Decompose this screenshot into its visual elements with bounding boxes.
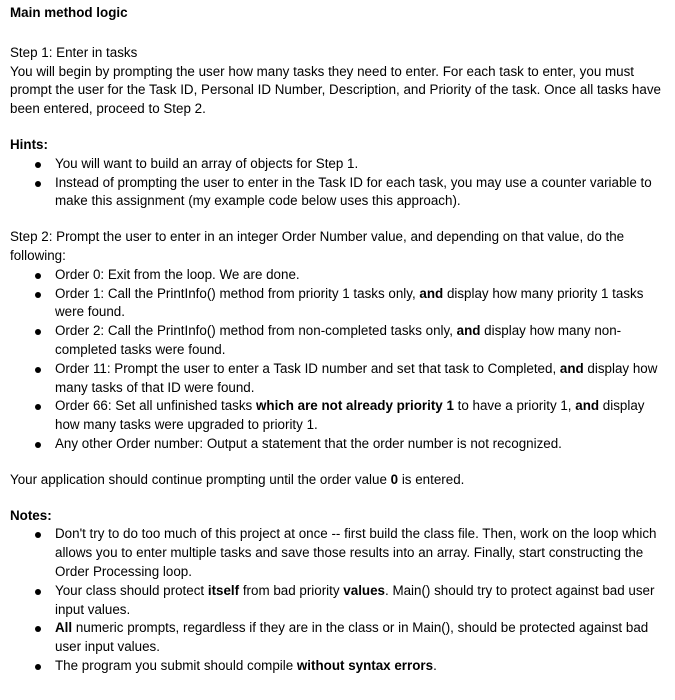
bullet-icon <box>35 162 41 168</box>
hints-heading: Hints: <box>10 136 48 152</box>
list-item: Order 11: Prompt the user to enter a Task ID number and set that task to Completed, and display how many tasks of that ID were found. <box>35 360 665 398</box>
bullet-icon <box>35 404 41 410</box>
order-list <box>10 266 665 454</box>
bullet-icon <box>35 329 41 335</box>
list-item: The program you submit should compile without syntax errors. <box>35 657 665 676</box>
list-item: Instead of prompting the user to enter in the Task ID for each task, you may use a counter variable to make this assignment (my example code below uses this approach). <box>35 174 665 212</box>
bullet-icon <box>35 181 41 187</box>
bullet-icon <box>35 292 41 298</box>
bullet-icon <box>35 273 41 279</box>
bullet-icon <box>35 532 41 538</box>
step1-heading: Step 1: Enter in tasks <box>10 44 138 60</box>
bullet-icon <box>35 626 41 632</box>
step1-body: You will begin by prompting the user how many tasks they need to enter. For each task to enter, you must prompt the user for the Task ID, Personal ID Number, Description, and Priority of the task. Once all tasks have been entered, proceed to Step 2. <box>10 63 661 117</box>
list-item: Order 1: Call the PrintInfo() method from priority 1 tasks only, and display how many priority 1 tasks were found. <box>35 285 665 323</box>
bullet-icon <box>35 589 41 595</box>
list-item: You will want to build an array of objects for Step 1. <box>35 155 665 174</box>
list-item: All numeric prompts, regardless if they are in the class or in Main(), should be protected against bad user input values. <box>35 619 665 657</box>
list-item: Order 2: Call the PrintInfo() method from non-completed tasks only, and display how many non-completed tasks were found. <box>35 322 665 360</box>
notes-list <box>10 525 665 675</box>
step2-intro: Step 2: Prompt the user to enter in an integer Order Number value, and depending on that value, do the following: <box>10 229 625 263</box>
bullet-icon <box>35 367 41 373</box>
bullet-icon <box>35 664 41 670</box>
notes-heading: Notes: <box>10 507 52 523</box>
document-title: Main method logic <box>10 5 128 20</box>
list-item: Any other Order number: Output a statement that the order number is not recognized. <box>35 435 665 454</box>
hints-list <box>10 155 665 211</box>
list-item: Your class should protect itself from bad priority values. Main() should try to protect against bad user input values. <box>35 582 665 620</box>
list-item: Order 66: Set all unfinished tasks which are not already priority 1 to have a priority 1, and display how many tasks were upgraded to priority 1. <box>35 397 665 435</box>
bullet-icon <box>35 442 41 448</box>
list-item: Don't try to do too much of this project at once -- first build the class file. Then, work on the loop which allows you to enter multiple tasks and save those results into an array. Finally, start constructing the Order Processing loop. <box>35 525 665 581</box>
continue-statement: Your application should continue prompting until the order value 0 is entered. <box>10 471 465 487</box>
list-item: Order 0: Exit from the loop. We are done. <box>35 266 665 285</box>
